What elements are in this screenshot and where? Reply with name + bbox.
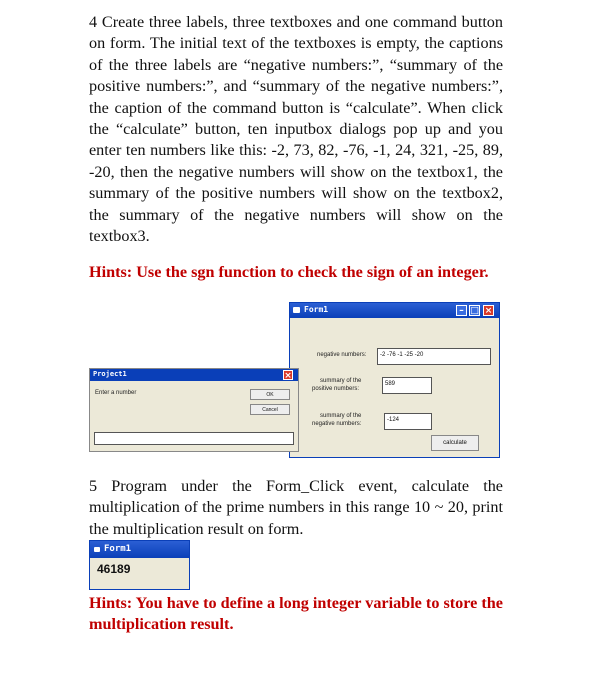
negative-numbers-textbox[interactable]: -2 -76 -1 -25 -20 [377, 348, 491, 365]
cancel-button[interactable]: Cancel [250, 404, 290, 415]
positive-summary-label-line1: summary of the [320, 378, 362, 384]
positive-summary-textbox[interactable]: 589 [382, 377, 432, 394]
problem5-text: 5 Program under the Form_Click event, calculate the multiplication of the prime numbers in this range 10 ~ 20, print the multiplication result on form. [89, 477, 503, 538]
negative-summary-textbox[interactable]: -124 [384, 413, 432, 430]
form2-window [89, 540, 190, 590]
inputbox-title: Project1 [93, 370, 127, 378]
form1-titlebar [290, 303, 499, 318]
minimize-icon[interactable]: – [456, 305, 467, 316]
inputbox-prompt: Enter a number [95, 390, 137, 396]
close-icon[interactable]: × [284, 371, 292, 381]
form1-title: Form1 [304, 305, 329, 314]
problem4-text: 4 Create three labels, three textboxes and one command button on form. The initial text of the textboxes is empty, the captions of the three labels are “negative numbers:”, “summary of the positive numbers:”, and “summary of the negative numbers:”, the caption of the command button is “calculate”. When click the “calculate” button, ten inputbox dialogs pop up and you enter ten numbers like this: -2, 73, 82, -76, -1, 24, 321, -25, 89, -20, then the negative numbers will show on the textbox1, the summary of the positive numbers will show on the textbox2, the summary of the negative numbers will show on the textbox3. [89, 13, 503, 246]
form2-title: Form1 [104, 544, 132, 554]
negative-numbers-label: negative numbers: [317, 352, 367, 358]
form-icon [293, 307, 300, 313]
form2-titlebar [90, 541, 189, 558]
inputbox-input[interactable] [94, 432, 294, 445]
problem4-hint: Hints: Use the sgn function to check the sign of an integer. [89, 263, 489, 281]
negative-summary-label-line1: summary of the [320, 413, 362, 419]
inputbox-titlebar [90, 369, 298, 381]
inputbox-window [89, 368, 299, 452]
calculate-button[interactable]: calculate [431, 435, 479, 451]
maximize-icon[interactable]: □ [470, 306, 479, 316]
negative-summary-label-line2: negative numbers: [312, 421, 362, 427]
form-icon [94, 547, 100, 552]
problem5-hint: Hints: You have to define a long integer variable to store the multiplication result. [89, 594, 503, 634]
multiplication-result: 46189 [97, 562, 131, 576]
positive-summary-label-line2: positive numbers: [312, 386, 360, 392]
close-icon[interactable]: × [484, 306, 493, 316]
ok-button[interactable]: OK [250, 389, 290, 400]
form1-window [289, 302, 500, 458]
